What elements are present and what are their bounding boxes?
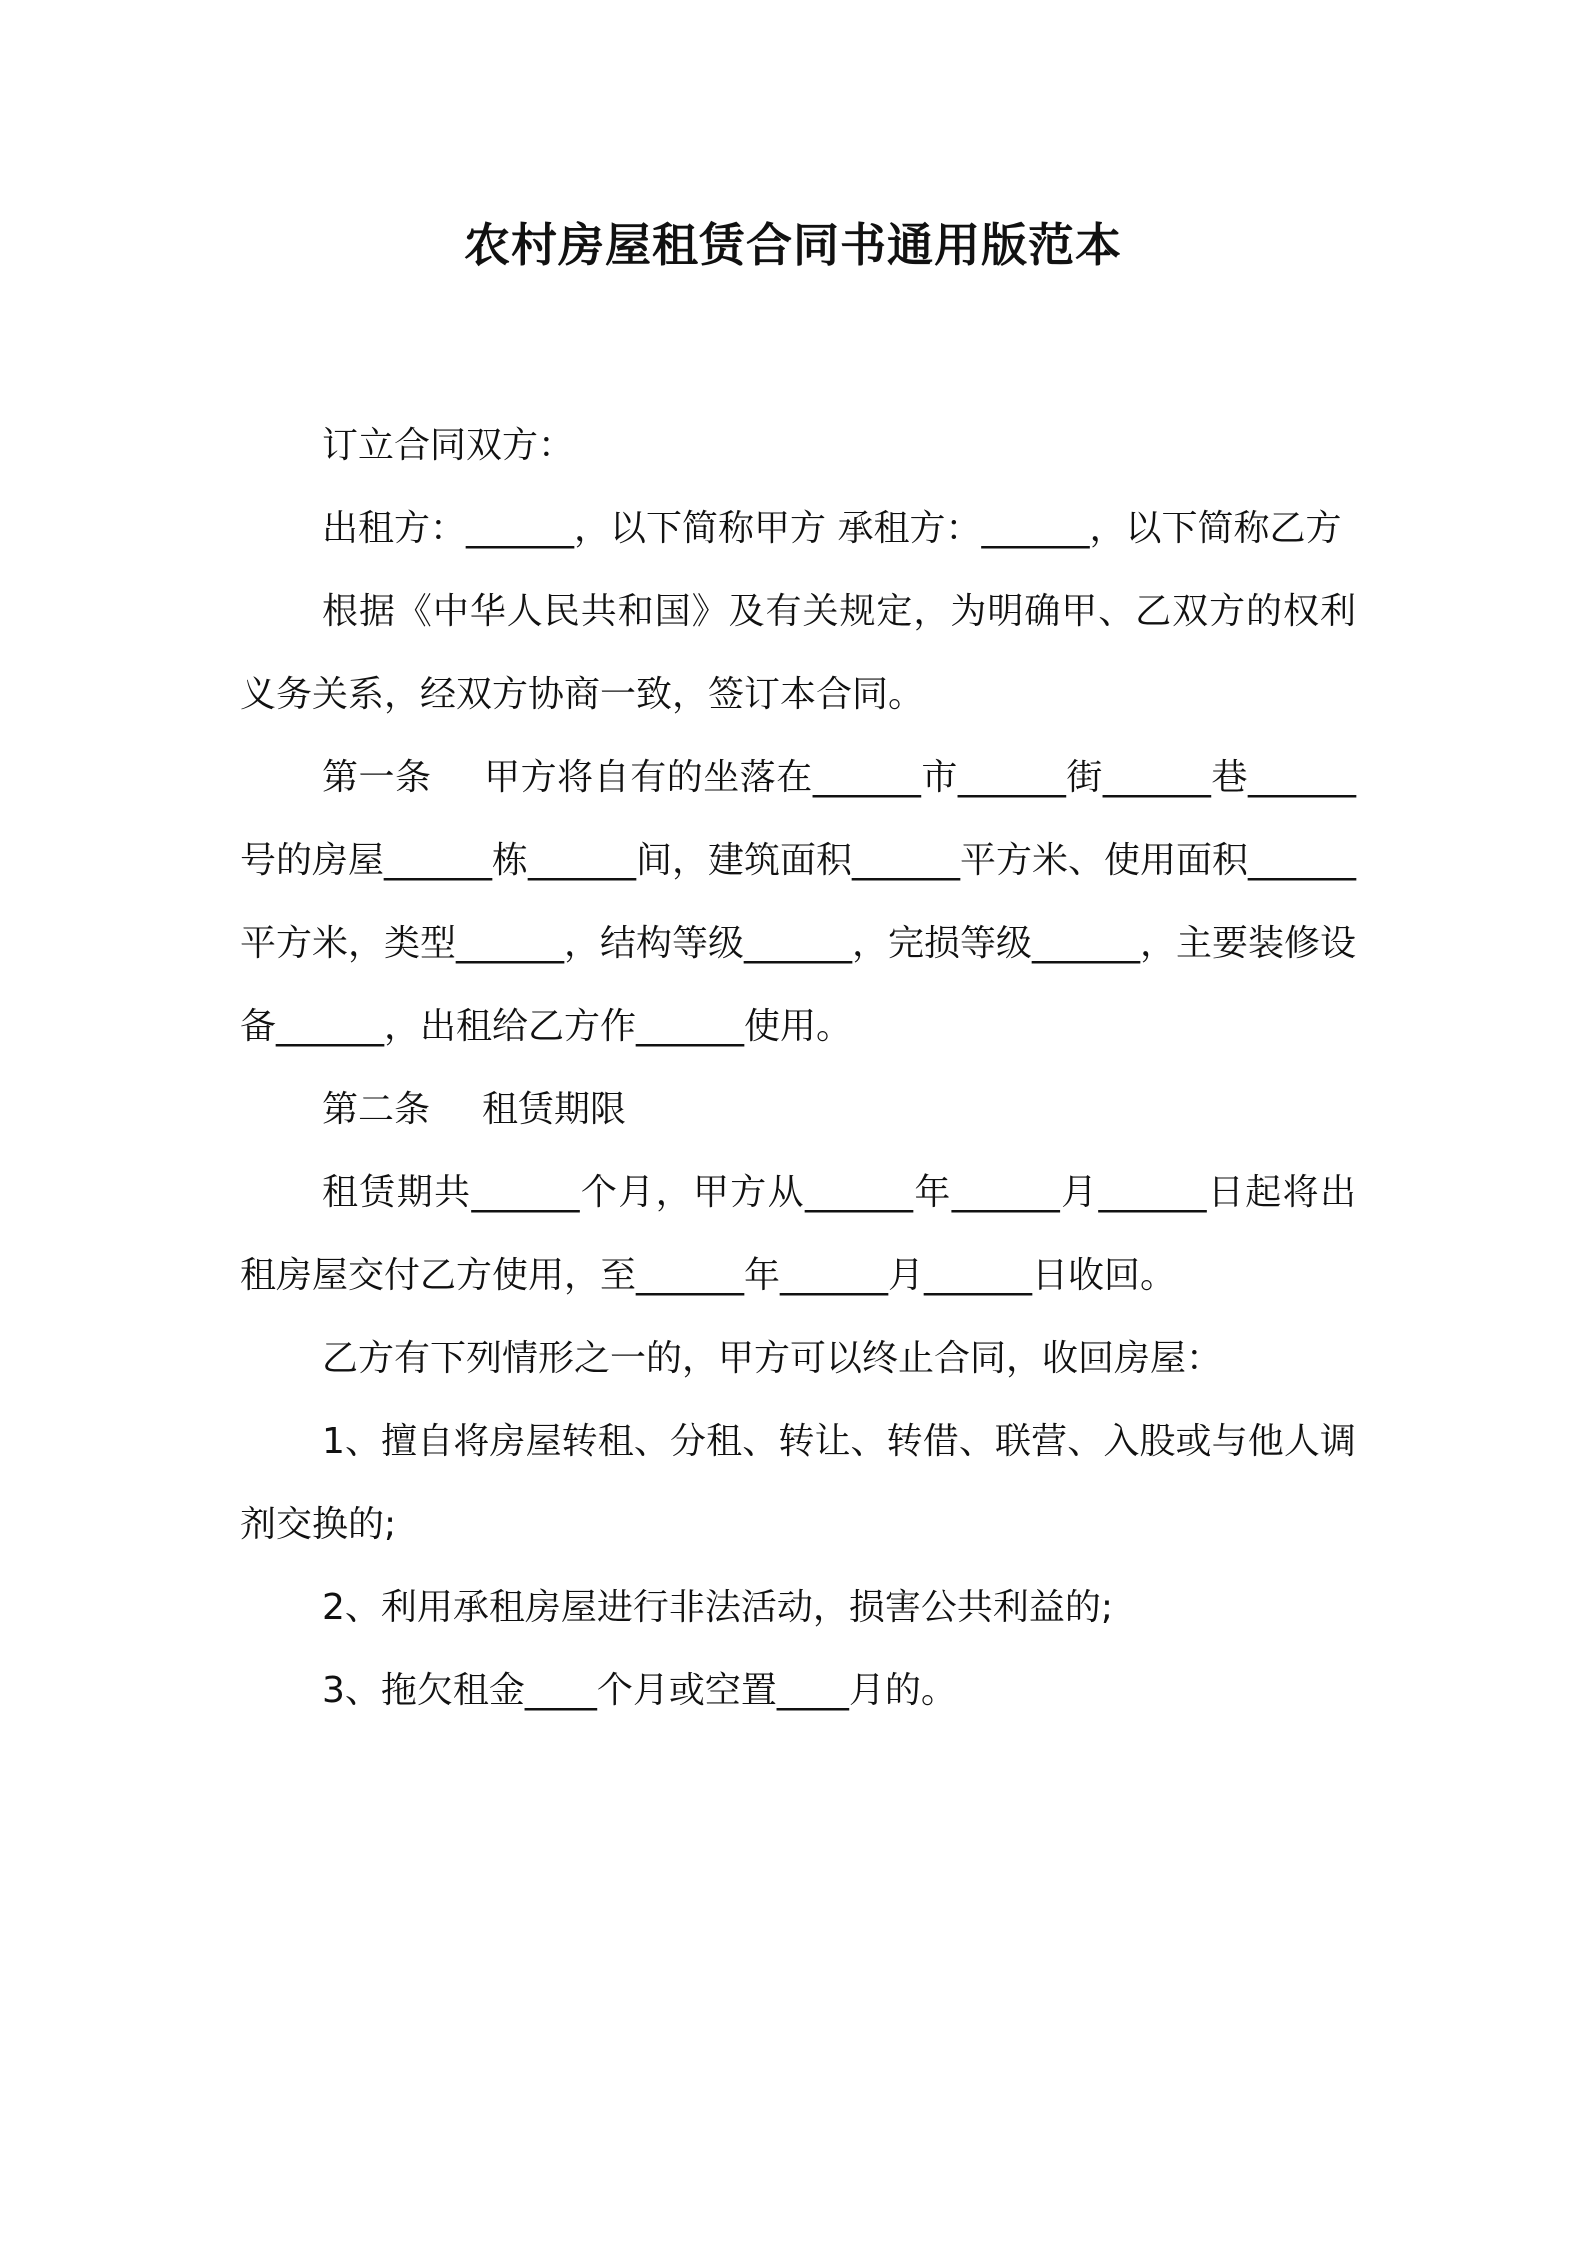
paragraph-parties: 出租方：______，以下简称甲方 承租方：______，以下简称乙方	[322, 508, 1342, 549]
paragraph-parties-intro: 订立合同双方：	[322, 425, 575, 466]
article-1-label: 第一条	[322, 757, 432, 798]
termination-item-2: 2、利用承租房屋进行非法活动，损害公共利益的;	[322, 1587, 1114, 1628]
article-2	[240, 1068, 1356, 1151]
termination-item-3: 3、拖欠租金____个月或空置____月的。	[322, 1670, 957, 1711]
article-1-text: 甲方将自有的坐落在______市______街______巷______号的房屋______栋______间，建筑面积______平方米、使用面积______平方米，类型______，结构等级______，完损等级______，主要装修设备______，出租给乙方作______使用。	[240, 757, 1357, 1047]
document-title: 农村房屋租赁合同书通用版范本	[464, 218, 1122, 272]
paragraph-termination-intro: 乙方有下列情形之一的，甲方可以终止合同，收回房屋：	[322, 1338, 1223, 1379]
article-2-text: 租赁期限	[482, 1089, 627, 1130]
termination-item-1: 1、擅自将房屋转租、分租、转让、转借、联营、入股或与他人调剂交换的;	[240, 1421, 1356, 1545]
article-2-label: 第二条	[322, 1089, 431, 1130]
document-body	[240, 404, 1356, 1732]
paragraph-basis: 根据《中华人民共和国》及有关规定，为明确甲、乙双方的权利义务关系，经双方协商一致，签订本合同。	[240, 591, 1356, 715]
article-1	[240, 736, 1356, 1068]
paragraph-lease-term: 租赁期共______个月，甲方从______年______月______日起将出租房屋交付乙方使用，至______年______月______日收回。	[240, 1172, 1356, 1296]
